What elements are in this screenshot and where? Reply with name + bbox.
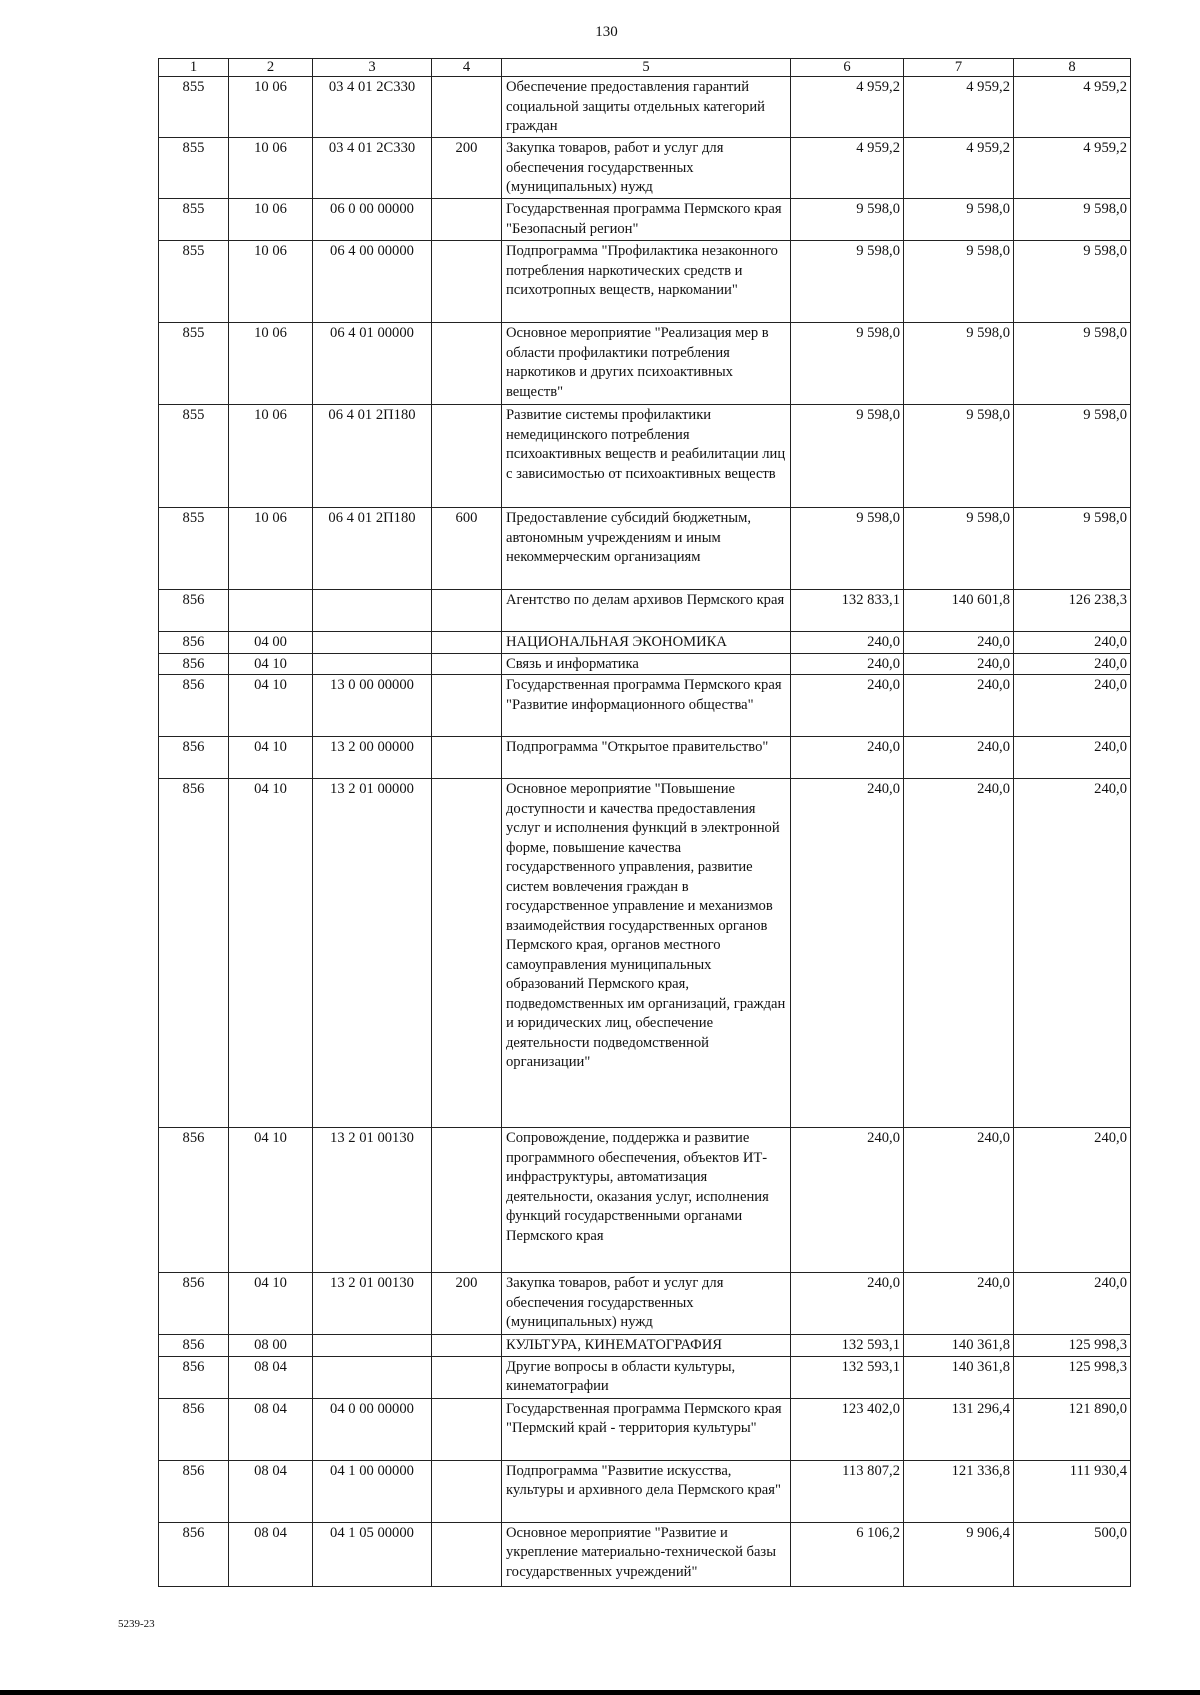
amount-col6: 4 959,2	[791, 138, 904, 199]
amount-col6: 240,0	[791, 653, 904, 675]
section-code: 08 04	[229, 1460, 313, 1522]
amount-col8: 121 890,0	[1014, 1398, 1131, 1460]
table-row	[159, 77, 1131, 138]
target-article	[313, 1335, 432, 1357]
chapter-code: 856	[159, 590, 229, 632]
amount-col6: 132 593,1	[791, 1356, 904, 1398]
amount-col8: 240,0	[1014, 632, 1131, 654]
chapter-code: 855	[159, 77, 229, 138]
row-description: Подпрограмма "Развитие искусства, культуры и архивного дела Пермского края"	[502, 1460, 791, 1522]
row-description: Обеспечение предоставления гарантий социальной защиты отдельных категорий граждан	[502, 77, 791, 138]
amount-col6: 132 593,1	[791, 1335, 904, 1357]
chapter-code: 856	[159, 779, 229, 1128]
header-cell: 2	[229, 59, 313, 77]
expense-type	[432, 632, 502, 654]
chapter-code: 856	[159, 737, 229, 779]
expense-type	[432, 675, 502, 737]
target-article	[313, 653, 432, 675]
chapter-code: 855	[159, 241, 229, 323]
amount-col6: 9 598,0	[791, 323, 904, 405]
amount-col6: 240,0	[791, 632, 904, 654]
target-article: 04 0 00 00000	[313, 1398, 432, 1460]
header-cell: 6	[791, 59, 904, 77]
amount-col8: 9 598,0	[1014, 241, 1131, 323]
amount-col6: 113 807,2	[791, 1460, 904, 1522]
table-row	[159, 737, 1131, 779]
table-row	[159, 241, 1131, 323]
amount-col8: 9 598,0	[1014, 405, 1131, 508]
amount-col6: 9 598,0	[791, 508, 904, 590]
amount-col7: 9 906,4	[904, 1522, 1014, 1586]
header-cell: 1	[159, 59, 229, 77]
amount-col7: 131 296,4	[904, 1398, 1014, 1460]
amount-col7: 240,0	[904, 632, 1014, 654]
chapter-code: 855	[159, 508, 229, 590]
budget-table	[158, 58, 1131, 1587]
chapter-code: 856	[159, 1128, 229, 1273]
amount-col8: 4 959,2	[1014, 77, 1131, 138]
amount-col7: 9 598,0	[904, 241, 1014, 323]
table-row	[159, 1273, 1131, 1335]
row-description: Основное мероприятие "Повышение доступности и качества предоставления услуг и исполнения функций в электронной форме, повышение качества государственного управления, развитие систем вовлечения граждан в государственное управление и механизмов взаимодействия государственных органов Пермского края, органов местного самоуправления муниципальных образований Пермского края, подведомственных им организаций, граждан и юридических лиц, обеспечение деятельности подведомственной организации"	[502, 779, 791, 1128]
amount-col8: 500,0	[1014, 1522, 1131, 1586]
header-cell: 3	[313, 59, 432, 77]
section-code: 04 10	[229, 653, 313, 675]
amount-col8: 126 238,3	[1014, 590, 1131, 632]
amount-col6: 240,0	[791, 737, 904, 779]
amount-col8: 240,0	[1014, 675, 1131, 737]
expense-type	[432, 779, 502, 1128]
section-code: 10 06	[229, 405, 313, 508]
row-description: Сопровождение, поддержка и развитие программного обеспечения, объектов ИТ-инфраструктуры, автоматизация деятельности, оказания услуг, исполнения функций государственными органами Пермского края	[502, 1128, 791, 1273]
row-description: Агентство по делам архивов Пермского края	[502, 590, 791, 632]
document-code: 5239-23	[118, 1618, 155, 1630]
row-description: Закупка товаров, работ и услуг для обеспечения государственных (муниципальных) нужд	[502, 138, 791, 199]
table-row	[159, 632, 1131, 654]
section-code: 08 00	[229, 1335, 313, 1357]
section-code: 10 06	[229, 508, 313, 590]
table-row	[159, 1335, 1131, 1357]
target-article: 13 2 01 00130	[313, 1273, 432, 1335]
row-description: Другие вопросы в области культуры, кинематографии	[502, 1356, 791, 1398]
table-row	[159, 405, 1131, 508]
row-description: Основное мероприятие "Развитие и укрепление материально-технической базы государственных учреждений"	[502, 1522, 791, 1586]
expense-type	[432, 1522, 502, 1586]
section-code: 04 10	[229, 1128, 313, 1273]
row-description: Государственная программа Пермского края "Пермский край - территория культуры"	[502, 1398, 791, 1460]
amount-col6: 9 598,0	[791, 405, 904, 508]
target-article: 06 4 01 2П180	[313, 508, 432, 590]
amount-col7: 121 336,8	[904, 1460, 1014, 1522]
expense-type	[432, 323, 502, 405]
amount-col8: 111 930,4	[1014, 1460, 1131, 1522]
section-code: 10 06	[229, 138, 313, 199]
amount-col8: 9 598,0	[1014, 508, 1131, 590]
amount-col7: 240,0	[904, 1273, 1014, 1335]
expense-type: 200	[432, 1273, 502, 1335]
amount-col6: 123 402,0	[791, 1398, 904, 1460]
chapter-code: 856	[159, 1335, 229, 1357]
chapter-code: 856	[159, 1460, 229, 1522]
table-body	[159, 59, 1131, 1587]
amount-col7: 240,0	[904, 1128, 1014, 1273]
amount-col7: 9 598,0	[904, 508, 1014, 590]
target-article: 06 4 01 00000	[313, 323, 432, 405]
section-code: 04 10	[229, 1273, 313, 1335]
amount-col7: 240,0	[904, 737, 1014, 779]
amount-col8: 9 598,0	[1014, 323, 1131, 405]
chapter-code: 856	[159, 632, 229, 654]
target-article	[313, 1356, 432, 1398]
table-row	[159, 1398, 1131, 1460]
amount-col8: 240,0	[1014, 737, 1131, 779]
row-description: Подпрограмма "Открытое правительство"	[502, 737, 791, 779]
section-code: 04 10	[229, 737, 313, 779]
expense-type	[432, 1398, 502, 1460]
chapter-code: 855	[159, 138, 229, 199]
row-description: Государственная программа Пермского края "Безопасный регион"	[502, 199, 791, 241]
section-code: 10 06	[229, 199, 313, 241]
amount-col7: 140 601,8	[904, 590, 1014, 632]
header-cell: 7	[904, 59, 1014, 77]
amount-col7: 9 598,0	[904, 405, 1014, 508]
section-code	[229, 590, 313, 632]
target-article: 04 1 05 00000	[313, 1522, 432, 1586]
target-article: 13 2 00 00000	[313, 737, 432, 779]
chapter-code: 856	[159, 675, 229, 737]
section-code: 08 04	[229, 1398, 313, 1460]
amount-col7: 4 959,2	[904, 138, 1014, 199]
table-row	[159, 199, 1131, 241]
section-code: 10 06	[229, 323, 313, 405]
expense-type	[432, 737, 502, 779]
expense-type	[432, 405, 502, 508]
target-article: 13 2 01 00000	[313, 779, 432, 1128]
row-description: Основное мероприятие "Реализация мер в области профилактики потребления наркотиков и других психоактивных веществ"	[502, 323, 791, 405]
expense-type	[432, 241, 502, 323]
section-code: 10 06	[229, 241, 313, 323]
chapter-code: 855	[159, 199, 229, 241]
amount-col8: 240,0	[1014, 1128, 1131, 1273]
section-code: 04 10	[229, 675, 313, 737]
section-code: 08 04	[229, 1522, 313, 1586]
amount-col7: 240,0	[904, 779, 1014, 1128]
section-code: 08 04	[229, 1356, 313, 1398]
expense-type: 200	[432, 138, 502, 199]
target-article	[313, 590, 432, 632]
expense-type	[432, 1460, 502, 1522]
chapter-code: 856	[159, 1522, 229, 1586]
row-description: КУЛЬТУРА, КИНЕМАТОГРАФИЯ	[502, 1335, 791, 1357]
target-article	[313, 632, 432, 654]
expense-type: 600	[432, 508, 502, 590]
expense-type	[432, 653, 502, 675]
target-article: 03 4 01 2С330	[313, 138, 432, 199]
chapter-code: 856	[159, 1273, 229, 1335]
amount-col6: 240,0	[791, 1273, 904, 1335]
chapter-code: 855	[159, 405, 229, 508]
amount-col8: 125 998,3	[1014, 1356, 1131, 1398]
table-row	[159, 1460, 1131, 1522]
table-row	[159, 779, 1131, 1128]
expense-type	[432, 1128, 502, 1273]
amount-col8: 4 959,2	[1014, 138, 1131, 199]
amount-col7: 140 361,8	[904, 1356, 1014, 1398]
section-code: 10 06	[229, 77, 313, 138]
amount-col6: 132 833,1	[791, 590, 904, 632]
chapter-code: 856	[159, 1398, 229, 1460]
amount-col7: 9 598,0	[904, 323, 1014, 405]
amount-col6: 4 959,2	[791, 77, 904, 138]
expense-type	[432, 199, 502, 241]
row-description: НАЦИОНАЛЬНАЯ ЭКОНОМИКА	[502, 632, 791, 654]
expense-type	[432, 1335, 502, 1357]
amount-col6: 9 598,0	[791, 199, 904, 241]
expense-type	[432, 1356, 502, 1398]
row-description: Государственная программа Пермского края "Развитие информационного общества"	[502, 675, 791, 737]
amount-col8: 240,0	[1014, 1273, 1131, 1335]
row-description: Закупка товаров, работ и услуг для обеспечения государственных (муниципальных) нужд	[502, 1273, 791, 1335]
table-row	[159, 138, 1131, 199]
target-article: 06 4 01 2П180	[313, 405, 432, 508]
target-article: 13 0 00 00000	[313, 675, 432, 737]
amount-col6: 240,0	[791, 1128, 904, 1273]
amount-col6: 240,0	[791, 779, 904, 1128]
row-description: Связь и информатика	[502, 653, 791, 675]
bottom-edge-line	[0, 1690, 1200, 1695]
amount-col8: 9 598,0	[1014, 199, 1131, 241]
table-row	[159, 1128, 1131, 1273]
table-row	[159, 653, 1131, 675]
chapter-code: 856	[159, 1356, 229, 1398]
amount-col8: 125 998,3	[1014, 1335, 1131, 1357]
target-article: 06 0 00 00000	[313, 199, 432, 241]
target-article: 06 4 00 00000	[313, 241, 432, 323]
table-row	[159, 1522, 1131, 1586]
amount-col7: 240,0	[904, 675, 1014, 737]
target-article: 13 2 01 00130	[313, 1128, 432, 1273]
expense-type	[432, 77, 502, 138]
chapter-code: 855	[159, 323, 229, 405]
target-article: 04 1 00 00000	[313, 1460, 432, 1522]
header-cell: 8	[1014, 59, 1131, 77]
amount-col6: 6 106,2	[791, 1522, 904, 1586]
table-row	[159, 1356, 1131, 1398]
row-description: Предоставление субсидий бюджетным, автономным учреждениям и иным некоммерческим организациям	[502, 508, 791, 590]
amount-col6: 240,0	[791, 675, 904, 737]
target-article: 03 4 01 2С330	[313, 77, 432, 138]
amount-col7: 240,0	[904, 653, 1014, 675]
table-row	[159, 590, 1131, 632]
header-cell: 5	[502, 59, 791, 77]
amount-col8: 240,0	[1014, 779, 1131, 1128]
amount-col8: 240,0	[1014, 653, 1131, 675]
table-header-row	[159, 59, 1131, 77]
section-code: 04 10	[229, 779, 313, 1128]
row-description: Подпрограмма "Профилактика незаконного потребления наркотических средств и психотропных веществ, наркомании"	[502, 241, 791, 323]
amount-col6: 9 598,0	[791, 241, 904, 323]
chapter-code: 856	[159, 653, 229, 675]
table-row	[159, 675, 1131, 737]
table-row	[159, 323, 1131, 405]
amount-col7: 4 959,2	[904, 77, 1014, 138]
section-code: 04 00	[229, 632, 313, 654]
header-cell: 4	[432, 59, 502, 77]
page-number: 130	[595, 24, 618, 40]
amount-col7: 140 361,8	[904, 1335, 1014, 1357]
table-row	[159, 508, 1131, 590]
row-description: Развитие системы профилактики немедицинского потребления психоактивных веществ и реабилитации лиц с зависимостью от психоактивных веществ	[502, 405, 791, 508]
amount-col7: 9 598,0	[904, 199, 1014, 241]
expense-type	[432, 590, 502, 632]
